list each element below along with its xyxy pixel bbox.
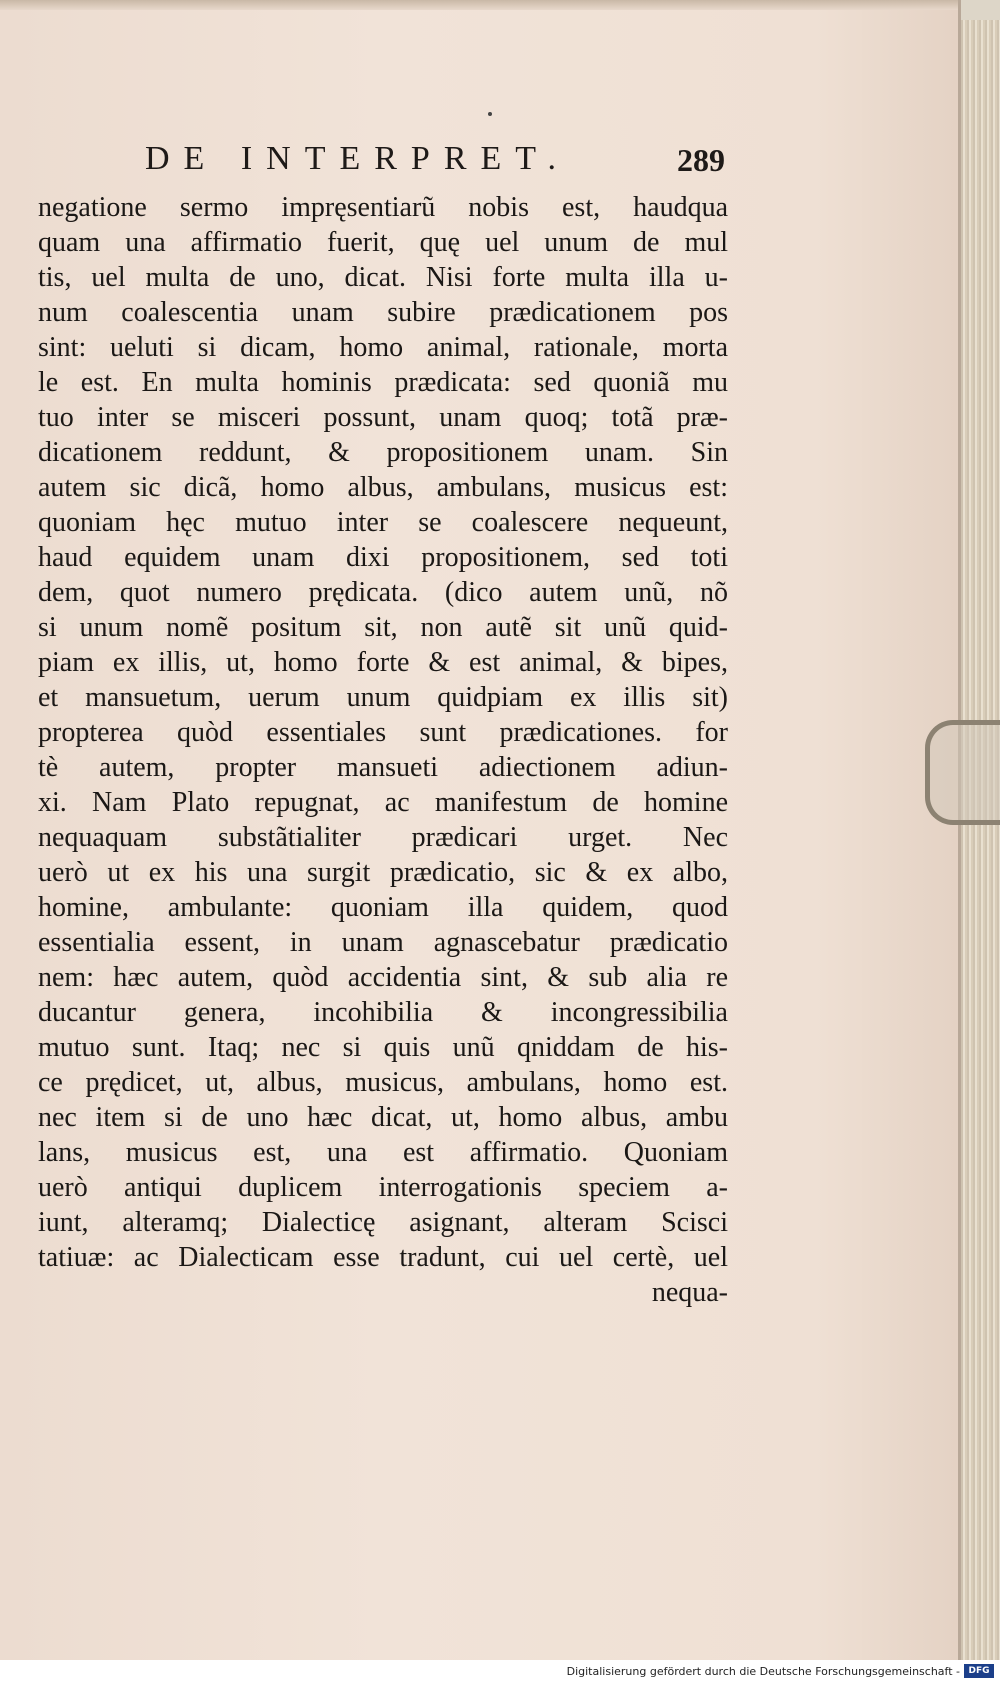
- text-line: xi. Nam Plato repugnat, ac manifestum de homine: [38, 787, 728, 818]
- page-number: 289: [677, 142, 725, 178]
- text-line: quam una affirmatio fuerit, quę uel unum de mul: [38, 227, 728, 258]
- text-line: autem sic dicã, homo albus, ambulans, musicus est:: [38, 472, 728, 503]
- running-title: DE INTERPRET.: [145, 140, 571, 177]
- text-line: negatione sermo impręsentiarũ nobis est, haudqua: [38, 192, 728, 223]
- text-line: tuo inter se misceri possunt, unam quoq; totã præ-: [38, 402, 728, 433]
- text-line: tè autem, propter mansueti adiectionem adiun-: [38, 752, 728, 783]
- body-text: [38, 190, 728, 1310]
- digitization-footer: [0, 1660, 1000, 1683]
- text-line: quoniam hęc mutuo inter se coalescere nequeunt,: [38, 507, 728, 538]
- text-line: le est. En multa hominis prædicata: sed quoniã mu: [38, 367, 728, 398]
- funding-credit: Digitalisierung gefördert durch die Deutsche Forschungsgemeinschaft -: [566, 1665, 960, 1678]
- page-fore-edge: [961, 20, 1000, 1660]
- text-line: iunt, alteramq; Dialecticę asignant, alteram Scisci: [38, 1207, 728, 1238]
- text-line: piam ex illis, ut, homo forte & est animal, & bipes,: [38, 647, 728, 678]
- text-line: ducantur genera, incohibilia & incongressibilia: [38, 997, 728, 1028]
- text-line: uerò antiqui duplicem interrogationis speciem a-: [38, 1172, 728, 1203]
- text-line: dem, quot numero prędicata. (dico autem unũ, nõ: [38, 577, 728, 608]
- dfg-logo: DFG: [964, 1664, 994, 1678]
- text-line: si unum nomẽ positum sit, non autẽ sit unũ quid-: [38, 612, 728, 643]
- text-line: ce prędicet, ut, albus, musicus, ambulans, homo est.: [38, 1067, 728, 1098]
- text-line: num coalescentia unam subire prædicationem pos: [38, 297, 728, 328]
- text-line: propterea quòd essentiales sunt prædicationes. for: [38, 717, 728, 748]
- text-line: tis, uel multa de uno, dicat. Nisi forte multa illa u-: [38, 262, 728, 293]
- text-line: nem: hæc autem, quòd accidentia sint, & sub alia re: [38, 962, 728, 993]
- book-clasp: [925, 720, 1000, 825]
- text-line: sint: ueluti si dicam, homo animal, rationale, morta: [38, 332, 728, 363]
- text-line: et mansuetum, uerum unum quidpiam ex illis sit): [38, 682, 728, 713]
- text-line: uerò ut ex his una surgit prædicatio, sic & ex albo,: [38, 857, 728, 888]
- text-line: lans, musicus est, una est affirmatio. Quoniam: [38, 1137, 728, 1168]
- text-line: haud equidem unam dixi propositionem, sed toti: [38, 542, 728, 573]
- text-line: nec item si de uno hæc dicat, ut, homo albus, ambu: [38, 1102, 728, 1133]
- page-header: [145, 140, 725, 184]
- text-line: nequa-: [651, 1277, 728, 1308]
- page-top-edge: [0, 0, 958, 10]
- text-line: essentialia essent, in unam agnascebatur prædicatio: [38, 927, 728, 958]
- ink-speck: [488, 112, 492, 116]
- text-line: dicationem reddunt, & propositionem unam. Sin: [38, 437, 728, 468]
- text-line: tatiuæ: ac Dialecticam esse tradunt, cui uel certè, uel: [38, 1242, 728, 1273]
- text-line: nequaquam substãtialiter prædicari urget. Nec: [38, 822, 728, 853]
- text-line: mutuo sunt. Itaq; nec si quis unũ qniddam de his-: [38, 1032, 728, 1063]
- text-line: homine, ambulante: quoniam illa quidem, quod: [38, 892, 728, 923]
